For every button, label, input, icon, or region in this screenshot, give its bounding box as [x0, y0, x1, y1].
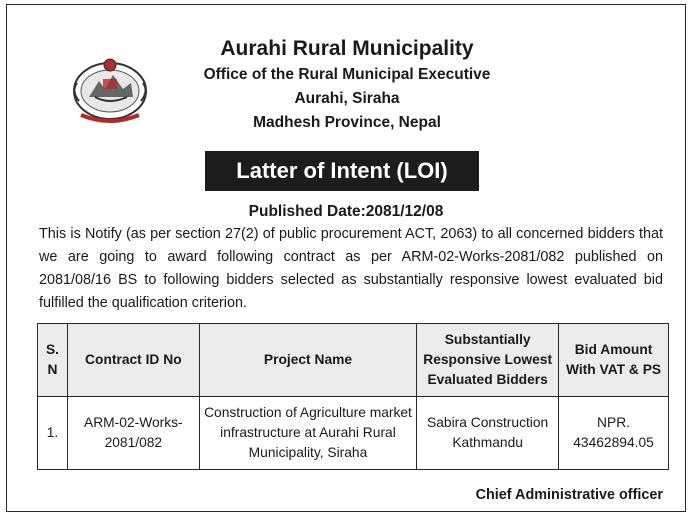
- header-sn: S. N: [38, 324, 68, 397]
- table-header-row: [38, 324, 669, 397]
- header-bidders: Substantially Responsive Lowest Evaluated Bidders: [417, 324, 559, 397]
- office-location: Aurahi, Siraha: [294, 90, 400, 107]
- notice-title: Latter of Intent (LOI): [205, 151, 479, 191]
- cell-project-name: Construction of Agriculture market infrastructure at Aurahi Rural Municipality, Siraha: [199, 397, 417, 470]
- award-table: [37, 323, 669, 470]
- office-name: Office of the Rural Municipal Executive: [203, 66, 491, 83]
- header-contract-id: Contract ID No: [67, 324, 199, 397]
- table-row: [38, 397, 669, 470]
- header-project-name: Project Name: [199, 324, 417, 397]
- organization-name: Aurahi Rural Municipality: [220, 37, 474, 60]
- published-date: Published Date:2081/12/08: [248, 203, 444, 220]
- province-name: Madhesh Province, Nepal: [253, 114, 441, 131]
- cell-contract-id: ARM-02-Works-2081/082: [67, 397, 199, 470]
- cell-bid-amount: NPR. 43462894.05: [559, 397, 669, 470]
- signatory-title: Chief Administrative officer: [475, 487, 663, 503]
- cell-sn: 1.: [38, 397, 68, 470]
- notice-body: This is Notify (as per section 27(2) of public procurement ACT, 2063) to all concerned bidders that we are going to award following contract as per ARM-02-Works-2081/082 published on 2081/08/16 BS to following bidders selected as substantially responsive lowest evaluated bid fulfilled the qualification criterion.: [39, 226, 663, 311]
- header-bid-amount: Bid Amount With VAT & PS: [559, 324, 669, 397]
- loi-notice-page: [6, 4, 686, 512]
- cell-bidder: Sabira Construction Kathmandu: [417, 397, 559, 470]
- letterhead: [107, 35, 587, 135]
